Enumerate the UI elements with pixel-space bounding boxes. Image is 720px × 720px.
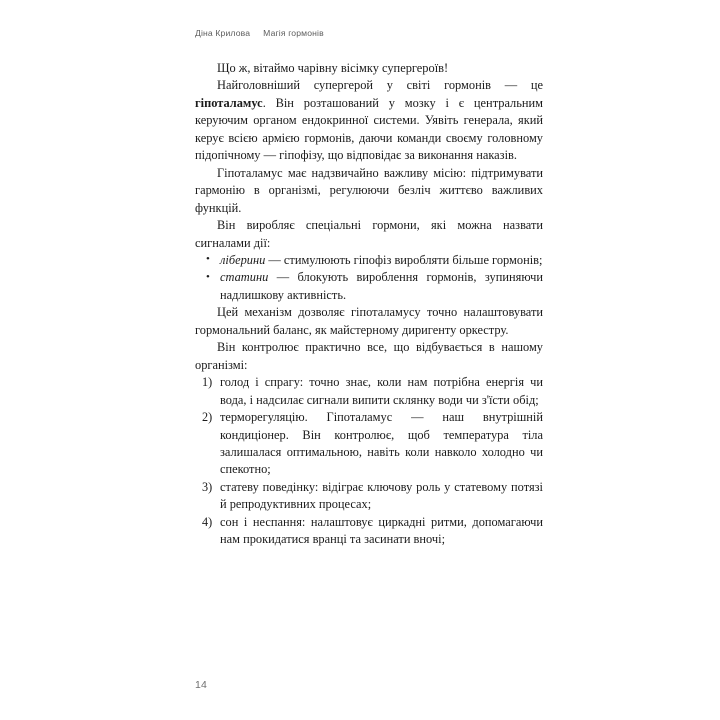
page-number: 14 bbox=[195, 679, 208, 691]
list-item bbox=[195, 479, 543, 514]
hypothalamus-functions-list bbox=[195, 374, 543, 549]
list-item bbox=[195, 409, 543, 479]
running-head-title: Магія гормонів bbox=[263, 28, 324, 38]
list-item-text: сон і неспання: налаштовує циркадні ритми, допомагаючи нам прокидатися вранці та засинати вночі; bbox=[220, 514, 543, 547]
hormone-signal-list bbox=[195, 252, 543, 304]
term-liberins: ліберини bbox=[220, 252, 266, 267]
paragraph-hypothalamus-intro bbox=[195, 77, 543, 164]
paragraph-hypothalamus-rest: . Він розташований у мозку і є центральним керуючим органом ендокринної системи. Уявіть генерала, який керує всією армією гормонів, даючи команди своєму головному підопічному — гіпофізу, що відповідає за виконання наказів. bbox=[195, 95, 543, 163]
list-item-text: — стимулюють гіпофіз виробляти більше гормонів; bbox=[265, 252, 543, 267]
paragraph-hypothalamus-lead: Найголовніший супергерой у світі гормонів — це bbox=[217, 78, 543, 93]
list-item-text: терморегуляцію. Гіпоталамус — наш внутрішній кондиціонер. Він контролює, щоб температура тіла залишалася оптимальною, навіть коли навколо холодно чи спекотно; bbox=[220, 410, 543, 477]
list-item bbox=[195, 269, 543, 304]
term-hypothalamus-bold: гіпоталамус bbox=[195, 95, 263, 110]
paragraph-controls-intro: Він контролює практично все, що відбувається в нашому організмі: bbox=[195, 340, 543, 372]
list-item-text: статеву поведінку: відіграє ключову роль у статевому потязі й репродуктивних процесах; bbox=[220, 479, 543, 512]
paragraph-mission: Гіпоталамус має надзвичайно важливу місію: підтримувати гармонію в організмі, регулюючи безліч життєво важливих функцій. bbox=[195, 165, 543, 215]
list-item bbox=[195, 514, 543, 549]
term-statins: статини bbox=[220, 270, 269, 285]
list-item-marker: 1) bbox=[202, 375, 213, 390]
list-item-marker: 2) bbox=[202, 410, 213, 425]
running-head bbox=[195, 28, 324, 38]
list-item bbox=[195, 252, 543, 269]
body-text bbox=[195, 60, 543, 549]
paragraph-signal-hormones: Він виробляє спеціальні гормони, які можна назвати сигналами дії: bbox=[195, 218, 543, 250]
list-item-marker: 4) bbox=[202, 514, 213, 529]
list-item-text: — блокують вироблення гормонів, зупиняючи надлишкову активність. bbox=[220, 270, 543, 302]
running-head-author: Діна Крилова bbox=[195, 28, 251, 38]
list-item-text: голод і спрагу: точно знає, коли нам потрібна енергія чи вода, і надсилає сигнали випити склянку води чи з'їсти обід; bbox=[220, 375, 543, 407]
list-item bbox=[195, 374, 543, 409]
list-item-marker: 3) bbox=[202, 479, 213, 494]
paragraph-mechanism: Цей механізм дозволяє гіпоталамусу точно налаштовувати гормональний баланс, як майстерному диригенту оркестру. bbox=[195, 305, 543, 337]
paragraph-welcome: Що ж, вітаймо чарівну вісімку супергероїв! bbox=[217, 61, 449, 75]
